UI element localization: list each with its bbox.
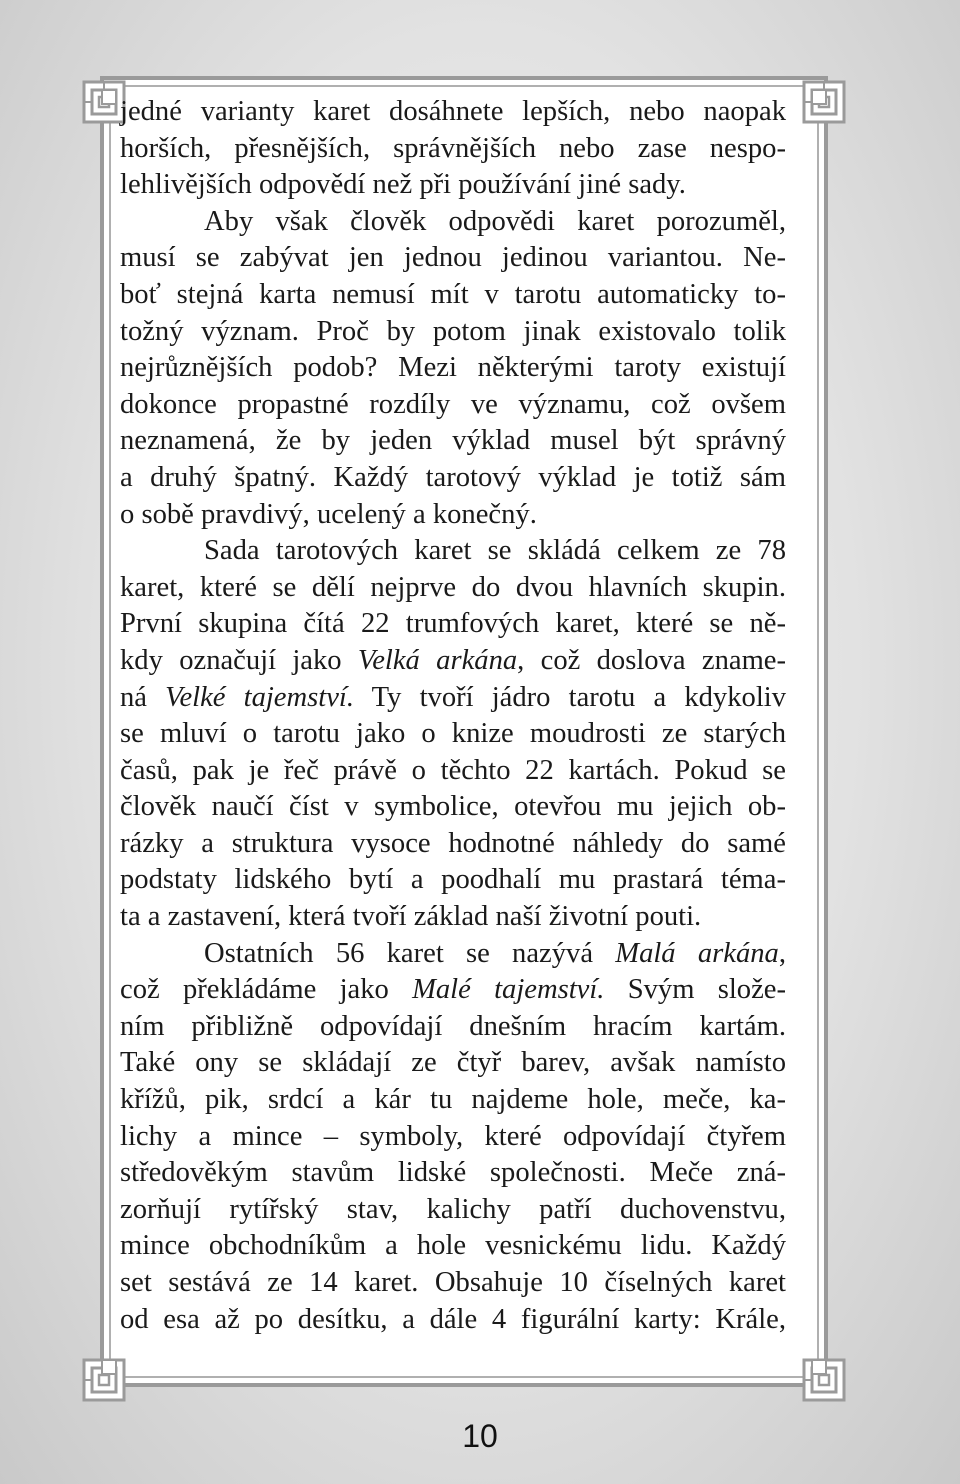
text-line: boť stejná karta nemusí mít v tarotu automaticky to- [120,278,786,310]
text-line: ním přibližně odpovídají dnešním hracím kartám. [120,1010,786,1042]
text-line: rázky a struktura vysoce hodnotné náhledy do samé [120,827,786,859]
text-line: Aby však člověk odpovědi karet porozuměl, [204,205,786,237]
text-line: set sestává ze 14 karet. Obsahuje 10 číselných karet [120,1267,786,1298]
text-line [120,972,786,1009]
text-line: středověkým stavům lidské společnosti. Meče zná- [120,1157,786,1189]
text-line: neznamená, že by jeden výklad musel být správný [120,425,786,457]
text-line: musí se zabývat jen jednou jedinou variantou. Ne- [120,242,786,274]
text-run: Ty tvoří jádro tarotu a kdykoliv [354,681,787,713]
text-line: tožný význam. Proč by potom jinak existovalo tolik [120,315,786,347]
text-line [120,936,786,973]
text-line: od esa až po desítku, a dále 4 figurální karty: Krále, [120,1303,786,1335]
text-run: což překládáme jako [120,974,413,1006]
text-run: , což doslova zname- [517,644,787,676]
text-line: karet, které se dělí nejprve do dvou hlavních skupin. [120,571,786,603]
text-line: dokonce propastné rozdíly ve významu, což ovšem [120,388,786,420]
text-line: Sada tarotových karet se skládá celkem ze 78 [204,535,786,567]
text-line: zorňují rytířský stav, kalichy patří duchovenstvu, [120,1193,786,1225]
text-line: jedné varianty karet dosáhnete lepších, nebo naopak [120,96,786,127]
text-line [120,643,786,680]
italic-term: Velké tajemství. [165,681,355,713]
italic-term: Malá arkána [615,937,779,969]
text-line: horších, přesnějších, správnějších nebo zase nespo- [120,132,786,164]
text-line: a druhý špatný. Každý tarotový výklad je totiž sám [120,461,786,493]
body-text [120,94,786,1338]
text-line: První skupina čítá 22 trumfových karet, které se ně- [120,608,786,640]
italic-term: Velká arkána [357,644,518,676]
text-line: mince obchodníkům a hole vesnickému lidu. Každý [120,1230,786,1262]
text-line: podstaty lidského bytí a poodhalí mu prastará téma- [120,864,786,896]
text-line: křížů, pik, srdcí a kár tu najdeme hole, meče, ka- [120,1084,786,1116]
text-line: lichy a mince – symboly, které odpovídají čtyřem [120,1120,786,1152]
text-line [120,680,786,717]
italic-term: Malé tajemství. [412,974,605,1006]
text-line: se mluví o tarotu jako o knize moudrosti ze starých [120,718,786,750]
text-line: nejrůznějších podob? Mezi některými taroty existují [120,352,786,384]
text-line: Také ony se skládají ze čtyř barev, avšak namísto [120,1047,786,1079]
text-run: Ostatních 56 karet se nazývá [204,937,616,969]
text-run: Svým slože- [604,974,787,1006]
text-line: lehlivějších odpovědí než při používání jiné sady. [120,169,686,201]
text-run: kdy označují jako [120,644,358,676]
page-number: 10 [462,1418,498,1454]
text-run: ná [120,681,166,713]
text-run: , [778,937,786,969]
text-line: člověk naučí číst v symbolice, otevřou mu jejich ob- [120,791,786,823]
text-line: o sobě pravdivý, ucelený a konečný. [120,498,537,530]
text-line: ta a zastavení, která tvoří základ naší životní pouti. [120,901,702,933]
text-line: časů, pak je řeč právě o těchto 22 kartách. Pokud se [120,754,786,786]
